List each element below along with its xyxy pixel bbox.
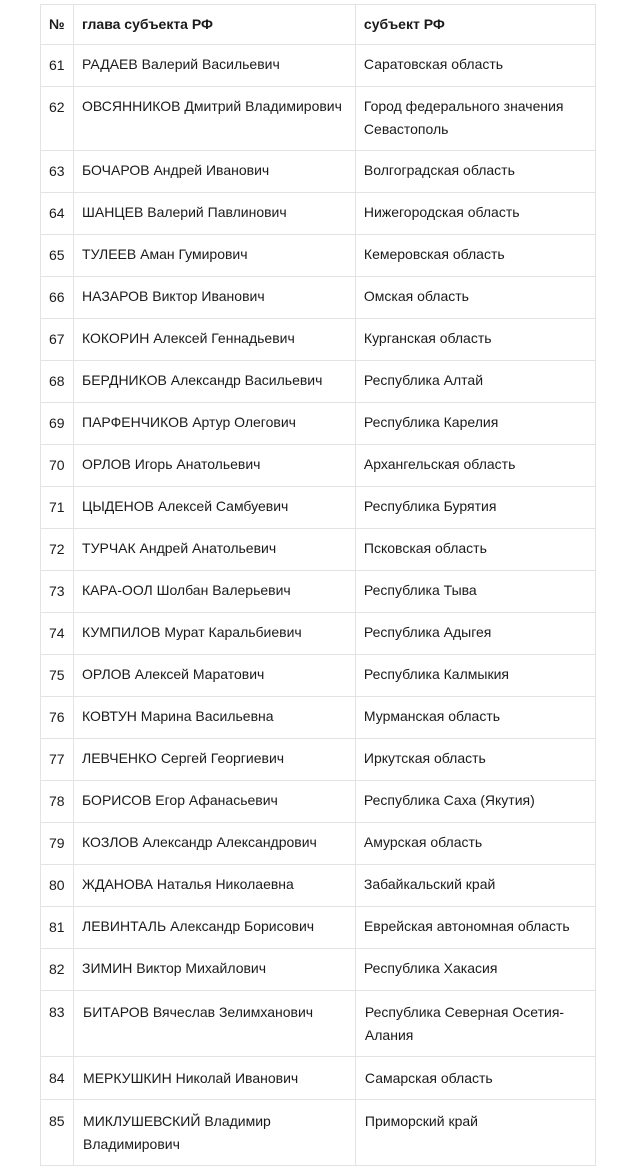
row-subject-cell: Республика Адыгея — [355, 613, 595, 655]
row-num-cell: 72 — [41, 529, 74, 571]
row-subject-cell: Республика Карелия — [355, 403, 595, 445]
row-num-cell: 64 — [41, 193, 74, 235]
row-num-cell: 61 — [41, 45, 74, 87]
row-head-cell: НАЗАРОВ Виктор Иванович — [74, 277, 356, 319]
table-row — [41, 823, 596, 865]
table-row — [41, 1100, 596, 1166]
row-subject-cell: Республика Саха (Якутия) — [355, 781, 595, 823]
row-subject-cell: Омская область — [355, 277, 595, 319]
row-head-cell: ЗИМИН Виктор Михайлович — [74, 949, 356, 991]
table-row — [41, 319, 596, 361]
table-row — [41, 949, 596, 991]
row-head-cell: БОЧАРОВ Андрей Иванович — [74, 151, 356, 193]
table-row — [41, 571, 596, 613]
row-head-cell: ОРЛОВ Игорь Анатольевич — [74, 445, 356, 487]
row-head-cell: ЖДАНОВА Наталья Николаевна — [74, 865, 356, 907]
table-row — [41, 991, 596, 1057]
row-subject-cell: Республика Северная Осетия-Алания — [355, 991, 595, 1057]
row-num-cell: 81 — [41, 907, 74, 949]
row-head-cell: БЕРДНИКОВ Александр Васильевич — [74, 361, 356, 403]
row-num-cell: 69 — [41, 403, 74, 445]
row-num-cell: 68 — [41, 361, 74, 403]
row-subject-cell: Архангельская область — [355, 445, 595, 487]
row-subject-cell: Псковская область — [355, 529, 595, 571]
header-subject: субъект РФ — [355, 5, 595, 45]
table-row — [41, 445, 596, 487]
row-head-cell: ЦЫДЕНОВ Алексей Самбуевич — [74, 487, 356, 529]
row-subject-cell: Курганская область — [355, 319, 595, 361]
row-head-cell: БИТАРОВ Вячеслав Зелимханович — [74, 991, 356, 1057]
row-num-cell: 73 — [41, 571, 74, 613]
row-num-cell: 71 — [41, 487, 74, 529]
table-row — [41, 613, 596, 655]
row-num-cell: 79 — [41, 823, 74, 865]
row-head-cell: ТУРЧАК Андрей Анатольевич — [74, 529, 356, 571]
row-num-cell: 76 — [41, 697, 74, 739]
table-header-row — [41, 5, 596, 45]
table-row — [41, 87, 596, 151]
header-head: глава субъекта РФ — [74, 5, 356, 45]
row-num-cell: 78 — [41, 781, 74, 823]
row-num-cell: 67 — [41, 319, 74, 361]
table-row — [41, 697, 596, 739]
table-row — [41, 151, 596, 193]
row-subject-cell: Кемеровская область — [355, 235, 595, 277]
table-row — [41, 487, 596, 529]
row-subject-cell: Забайкальский край — [355, 865, 595, 907]
row-head-cell: ШАНЦЕВ Валерий Павлинович — [74, 193, 356, 235]
row-subject-cell: Приморский край — [355, 1100, 595, 1166]
table-row — [41, 277, 596, 319]
governors-table — [40, 4, 596, 1166]
table-row — [41, 739, 596, 781]
table-row — [41, 1057, 596, 1100]
row-head-cell: КОВТУН Марина Васильевна — [74, 697, 356, 739]
row-num-cell: 80 — [41, 865, 74, 907]
row-num-cell: 82 — [41, 949, 74, 991]
row-subject-cell: Республика Калмыкия — [355, 655, 595, 697]
row-head-cell: РАДАЕВ Валерий Васильевич — [74, 45, 356, 87]
row-head-cell: ЛЕВЧЕНКО Сергей Георгиевич — [74, 739, 356, 781]
row-subject-cell: Республика Хакасия — [355, 949, 595, 991]
table-row — [41, 865, 596, 907]
row-head-cell: БОРИСОВ Егор Афанасьевич — [74, 781, 356, 823]
table-row — [41, 907, 596, 949]
table-body — [41, 45, 596, 1166]
row-head-cell: МИКЛУШЕВСКИЙ Владимир Владимирович — [74, 1100, 356, 1166]
row-subject-cell: Город федерального значения Севастополь — [355, 87, 595, 151]
row-head-cell: ЛЕВИНТАЛЬ Александр Борисович — [74, 907, 356, 949]
table-row — [41, 529, 596, 571]
row-head-cell: КУМПИЛОВ Мурат Каральбиевич — [74, 613, 356, 655]
row-subject-cell: Самарская область — [355, 1057, 595, 1100]
row-head-cell: ОРЛОВ Алексей Маратович — [74, 655, 356, 697]
row-num-cell: 85 — [41, 1100, 74, 1166]
row-num-cell: 75 — [41, 655, 74, 697]
table-row — [41, 235, 596, 277]
row-num-cell: 70 — [41, 445, 74, 487]
row-head-cell: МЕРКУШКИН Николай Иванович — [74, 1057, 356, 1100]
row-subject-cell: Республика Бурятия — [355, 487, 595, 529]
row-subject-cell: Мурманская область — [355, 697, 595, 739]
header-num: № — [41, 5, 74, 45]
row-head-cell: КАРА-ООЛ Шолбан Валерьевич — [74, 571, 356, 613]
row-num-cell: 77 — [41, 739, 74, 781]
row-head-cell: КОКОРИН Алексей Геннадьевич — [74, 319, 356, 361]
row-subject-cell: Амурская область — [355, 823, 595, 865]
row-num-cell: 65 — [41, 235, 74, 277]
table-row — [41, 193, 596, 235]
row-head-cell: ОВСЯННИКОВ Дмитрий Владимирович — [74, 87, 356, 151]
table-row — [41, 781, 596, 823]
table-row — [41, 655, 596, 697]
row-subject-cell: Республика Тыва — [355, 571, 595, 613]
row-subject-cell: Иркутская область — [355, 739, 595, 781]
table-row — [41, 403, 596, 445]
row-num-cell: 62 — [41, 87, 74, 151]
row-subject-cell: Еврейская автономная область — [355, 907, 595, 949]
row-num-cell: 66 — [41, 277, 74, 319]
row-subject-cell: Нижегородская область — [355, 193, 595, 235]
row-num-cell: 63 — [41, 151, 74, 193]
table-row — [41, 361, 596, 403]
row-subject-cell: Республика Алтай — [355, 361, 595, 403]
row-head-cell: ТУЛЕЕВ Аман Гумирович — [74, 235, 356, 277]
row-num-cell: 83 — [41, 991, 74, 1057]
row-subject-cell: Саратовская область — [355, 45, 595, 87]
row-num-cell: 84 — [41, 1057, 74, 1100]
row-num-cell: 74 — [41, 613, 74, 655]
row-subject-cell: Волгоградская область — [355, 151, 595, 193]
table-row — [41, 45, 596, 87]
row-head-cell: ПАРФЕНЧИКОВ Артур Олегович — [74, 403, 356, 445]
row-head-cell: КОЗЛОВ Александр Александрович — [74, 823, 356, 865]
